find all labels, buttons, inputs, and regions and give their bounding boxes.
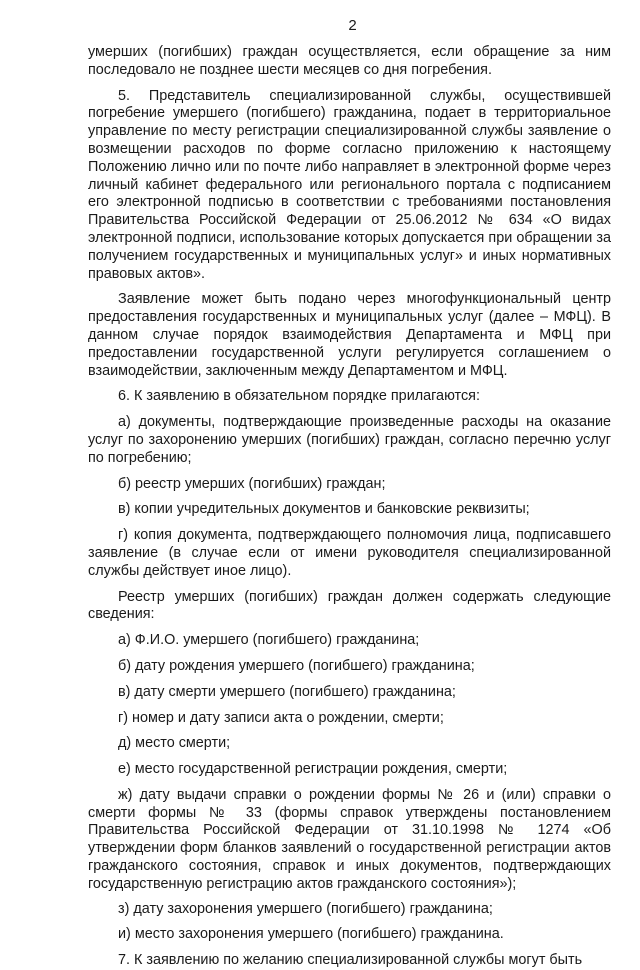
list-item-6b: б) реестр умерших (погибших) граждан; xyxy=(118,475,386,492)
paragraph-mfc: Заявление может быть подано через многофункциональный центр предоставления государственных и муниципальных услуг (далее – МФЦ). В данном случае порядок взаимодействия Департамента и МФЦ при предоставлении государственной услуги регулируется соглашением о взаимодействии, заключенным между Департаментом и МФЦ. xyxy=(88,291,611,379)
registry-item-i: и) место захоронения умершего (погибшего) гражданина. xyxy=(118,926,504,943)
registry-item-b: б) дату рождения умершего (погибшего) гражданина; xyxy=(118,657,475,674)
registry-item-zh: ж) дату выдачи справки о рождении формы № 26 и (или) справки о смерти формы № 33 (формы справок утверждены постановлением Правительства Российской Федерации от 31.10.1998 № 1274 «Об утверждении форм бланков заявлений о государственной регистрации актов гражданского состояния, справок и иных документов, подтверждающих государственную регистрацию актов гражданского состояния»); xyxy=(88,786,611,892)
registry-item-e: е) место государственной регистрации рождения, смерти; xyxy=(118,761,508,778)
paragraph-continuation: умерших (погибших) граждан осуществляется, если обращение за ним последовало не позднее шести месяцев со дня погребения. xyxy=(88,44,611,78)
paragraph-item-7: 7. К заявлению по желанию специализированной службы могут быть xyxy=(118,952,583,969)
list-item-6v: в) копии учредительных документов и банковские реквизиты; xyxy=(118,501,530,518)
list-item-6a: а) документы, подтверждающие произведенные расходы на оказание услуг по захоронению умерших (погибших) граждан, согласно перечню услуг по погребению; xyxy=(88,414,611,466)
registry-item-z: з) дату захоронения умершего (погибшего) гражданина; xyxy=(118,900,493,917)
registry-item-a: а) Ф.И.О. умершего (погибшего) гражданина; xyxy=(118,632,420,649)
paragraph-item-6: 6. К заявлению в обязательном порядке прилагаются: xyxy=(118,388,480,405)
paragraph-item-5: 5. Представитель специализированной службы, осуществившей погребение умершего (погибшего) гражданина, подает в территориальное управление по месту регистрации специализированной службы заявление о возмещении расходов по форме согласно приложению к настоящему Положению лично или по почте либо направляет в электронной форме через личный кабинет федерального или регионального портала с подписанием его электронной подписью в соответствии с требованиями постановления Правительства Российской Федерации от 25.06.2012 № 634 «О видах электронной подписи, использование которых допускается при обращении за получением государственных и муниципальных услуг» и иных нормативных правовых актов». xyxy=(88,87,611,282)
registry-item-g: г) номер и дату записи акта о рождении, смерти; xyxy=(118,709,444,726)
registry-item-d: д) место смерти; xyxy=(118,735,231,752)
paragraph-registry: Реестр умерших (погибших) граждан должен содержать следующие сведения: xyxy=(88,588,611,623)
page-number: 2 xyxy=(348,17,357,34)
registry-item-v: в) дату смерти умершего (погибшего) гражданина; xyxy=(118,683,456,700)
list-item-6g: г) копия документа, подтверждающего полномочия лица, подписавшего заявление (в случае если от имени руководителя специализированной службы действует иное лицо). xyxy=(88,527,611,579)
